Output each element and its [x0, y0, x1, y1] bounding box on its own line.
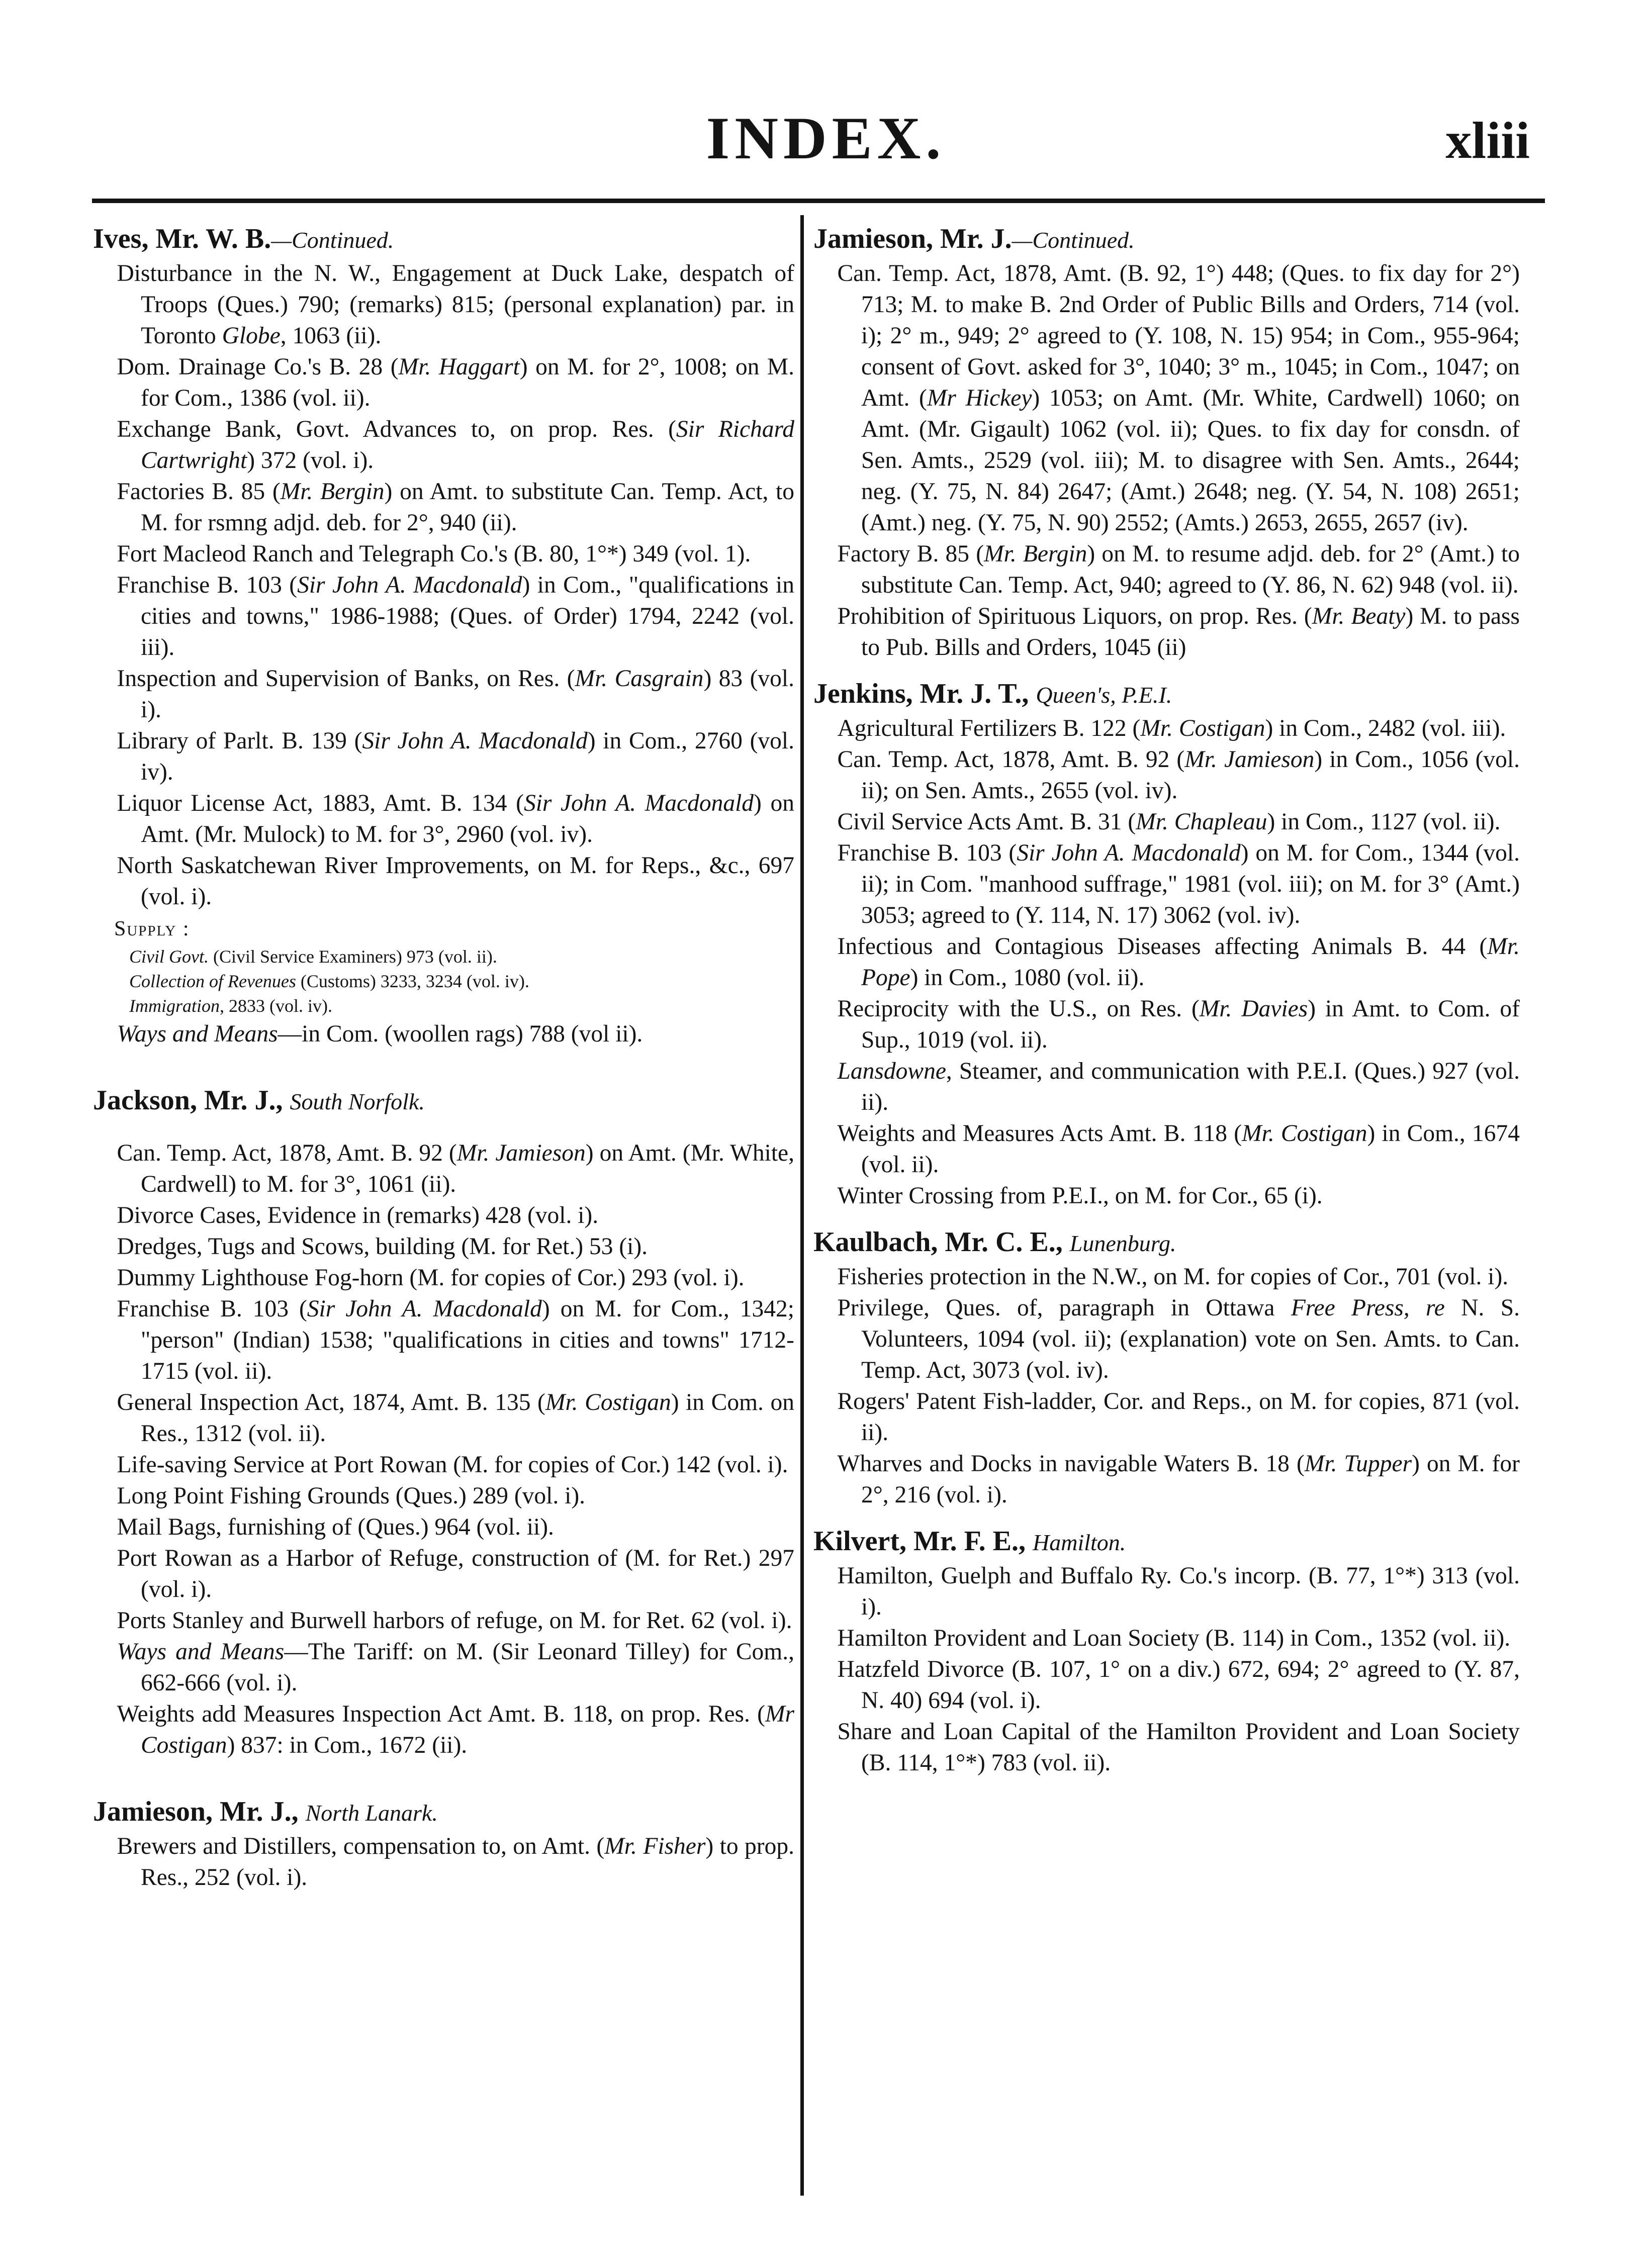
index-entry: Wharves and Docks in navigable Waters B. 18 (Mr. Tupper) on M. for 2°, 216 (vol. i).	[837, 1451, 1520, 1508]
index-entry: Weights and Measures Acts Amt. B. 118 (Mr. Costigan) in Com., 1674 (vol. ii).	[837, 1120, 1520, 1178]
index-entry: Franchise B. 103 (Sir John A. Macdonald) on M. for Com., 1342; "person" (Indian) 1538; "qualifications in cities and towns" 1712-1715 (vol. ii).	[117, 1296, 794, 1384]
index-entry: Disturbance in the N. W., Engagement at Duck Lake, despatch of Troops (Ques.) 790; (remarks) 815; (personal explanation) par. in Toronto Globe, 1063 (ii).	[117, 260, 794, 349]
right-column	[813, 221, 1520, 1778]
index-entry: Factory B. 85 (Mr. Bergin) on M. to resume adjd. deb. for 2° (Amt.) to substitute Can. Temp. Act, 940; agreed to (Y. 86, N. 62) 948 (vol. ii).	[837, 541, 1520, 598]
index-entry: Ways and Means—in Com. (woollen rags) 788 (vol ii).	[117, 1021, 643, 1047]
index-entry: Privilege, Ques. of, paragraph in Ottawa Free Press, re N. S. Volunteers, 1094 (vol. ii); (explanation) vote on Sen. Amts. to Can. Temp. Act, 3073 (vol. iv).	[837, 1295, 1520, 1383]
index-entry: Liquor License Act, 1883, Amt. B. 134 (Sir John A. Macdonald) on Amt. (Mr. Mulock) to M. for 3°, 2960 (vol. iv).	[117, 790, 794, 847]
index-entry: Dummy Lighthouse Fog-horn (M. for copies of Cor.) 293 (vol. i).	[117, 1265, 745, 1291]
index-entry: Share and Loan Capital of the Hamilton Provident and Loan Society (B. 114, 1°*) 783 (vol. ii).	[837, 1719, 1520, 1776]
index-entry: Divorce Cases, Evidence in (remarks) 428 (vol. i).	[117, 1202, 599, 1228]
index-entry: Library of Parlt. B. 139 (Sir John A. Macdonald) in Com., 2760 (vol. iv).	[117, 728, 794, 785]
index-entry: Life-saving Service at Port Rowan (M. for copies of Cor.) 142 (vol. i).	[117, 1452, 788, 1478]
index-entry: Factories B. 85 (Mr. Bergin) on Amt. to substitute Can. Temp. Act, to M. for rsmng adjd. deb. for 2°, 940 (ii).	[117, 479, 794, 536]
left-column	[93, 221, 794, 1893]
entry-list-jamieson-continued	[813, 258, 1520, 663]
entry-heading-jenkins: Jenkins, Mr. J. T., Queen's, P.E.I.	[813, 678, 1172, 709]
index-entry: Ports Stanley and Burwell harbors of refuge, on M. for Ret. 62 (vol. i).	[117, 1608, 792, 1634]
index-entry: Reciprocity with the U.S., on Res. (Mr. Davies) in Amt. to Com. of Sup., 1019 (vol. ii).	[837, 996, 1520, 1053]
index-entry: Can. Temp. Act, 1878, Amt. (B. 92, 1°) 448; (Ques. to fix day for 2°) 713; M. to make B. 2nd Order of Public Bills and Orders, 714 (vol. i); 2° m., 949; 2° agreed to (Y. 108, N. 15) 954; in Com., 955-964; consent of Govt. asked for 3°, 1040; 3° m., 1045; in Com., 1047; on Amt. (Mr Hickey) 1053; on Amt. (Mr. White, Cardwell) 1060; on Amt. (Mr. Gigault) 1062 (vol. ii); Ques. to fix day for consdn. of Sen. Amts., 2529 (vol. iii); M. to disagree with Sen. Amts., 2644; neg. (Y. 75, N. 84) 2647; (Amt.) 2648; neg. (Y. 54, N. 108) 2651; (Amt.) neg. (Y. 75, N. 90) 2552; (Amts.) 2653, 2655, 2657 (iv).	[837, 260, 1520, 536]
index-entry: Franchise B. 103 (Sir John A. Macdonald) on M. for Com., 1344 (vol. ii); in Com. "manhood suffrage," 1981 (vol. iii); on M. for 3° (Amt.) 3053; agreed to (Y. 114, N. 17) 3062 (vol. iv).	[837, 840, 1520, 928]
index-entry: Exchange Bank, Govt. Advances to, on prop. Res. (Sir Richard Cartwright) 372 (vol. i).	[117, 416, 794, 474]
entry-list-ives	[93, 258, 794, 1050]
supply-label: Supply :	[114, 917, 190, 940]
entry-heading-kilvert: Kilvert, Mr. F. E., Hamilton.	[813, 1526, 1126, 1557]
index-entry: Fort Macleod Ranch and Telegraph Co.'s (B. 80, 1°*) 349 (vol. 1).	[117, 541, 751, 567]
index-entry: Ways and Means—The Tariff: on M. (Sir Leonard Tilley) for Com., 662-666 (vol. i).	[117, 1639, 794, 1696]
index-entry: Rogers' Patent Fish-ladder, Cor. and Reps., on M. for copies, 871 (vol. ii).	[837, 1388, 1520, 1446]
page-title: INDEX.	[706, 105, 946, 171]
index-entry: Hamilton Provident and Loan Society (B. 114) in Com., 1352 (vol. ii).	[837, 1625, 1511, 1651]
supply-item: Immigration, 2833 (vol. iv).	[129, 996, 332, 1016]
index-entry: Inspection and Supervision of Banks, on Res. (Mr. Casgrain) 83 (vol. i).	[117, 666, 794, 723]
index-entry: Infectious and Contagious Diseases affecting Animals B. 44 (Mr. Pope) in Com., 1080 (vol. ii).	[837, 933, 1520, 991]
index-entry: Winter Crossing from P.E.I., on M. for Cor., 65 (i).	[837, 1183, 1323, 1209]
index-entry: Brewers and Distillers, compensation to, on Amt. (Mr. Fisher) to prop. Res., 252 (vol. i).	[117, 1833, 794, 1891]
index-entry: Weights add Measures Inspection Act Amt. B. 118, on prop. Res. (Mr Costigan) 837: in Com., 1672 (ii).	[117, 1701, 794, 1758]
index-entry: Prohibition of Spirituous Liquors, on prop. Res. (Mr. Beaty) M. to pass to Pub. Bills and Orders, 1045 (ii)	[837, 603, 1520, 660]
index-entry: Can. Temp. Act, 1878, Amt. B. 92 (Mr. Jamieson) in Com., 1056 (vol. ii); on Sen. Amts., 2655 (vol. iv).	[837, 746, 1520, 804]
entry-heading-kaulbach: Kaulbach, Mr. C. E., Lunenburg.	[813, 1226, 1176, 1258]
index-entry: Civil Service Acts Amt. B. 31 (Mr. Chapleau) in Com., 1127 (vol. ii).	[837, 809, 1501, 835]
header-rule	[92, 199, 1545, 203]
index-entry: Port Rowan as a Harbor of Refuge, construction of (M. for Ret.) 297 (vol. i).	[117, 1545, 794, 1602]
index-entry: Long Point Fishing Grounds (Ques.) 289 (vol. i).	[117, 1483, 586, 1509]
supply-item: Collection of Revenues (Customs) 3233, 3234 (vol. iv).	[129, 971, 529, 991]
supply-item: Civil Govt. (Civil Service Examiners) 973 (vol. ii).	[129, 947, 497, 967]
index-entry: Franchise B. 103 (Sir John A. Macdonald) in Com., "qualifications in cities and towns," 1986-1988; (Ques. of Order) 1794, 2242 (vol. iii).	[117, 572, 794, 660]
index-entry: Hatzfeld Divorce (B. 107, 1° on a div.) 672, 694; 2° agreed to (Y. 87, N. 40) 694 (vol. i).	[837, 1656, 1520, 1714]
index-entry: General Inspection Act, 1874, Amt. B. 135 (Mr. Costigan) in Com. on Res., 1312 (vol. ii).	[117, 1389, 794, 1447]
entry-heading-ives: Ives, Mr. W. B.—Continued.	[93, 223, 394, 254]
entry-heading-jamieson-continued: Jamieson, Mr. J.—Continued.	[813, 223, 1135, 254]
entry-list-kaulbach	[813, 1261, 1520, 1510]
entry-list-kilvert	[813, 1560, 1520, 1778]
entry-list-jenkins	[813, 713, 1520, 1211]
page-number: xliii	[1445, 112, 1530, 169]
index-entry: Dredges, Tugs and Scows, building (M. for Ret.) 53 (i).	[117, 1234, 648, 1260]
index-entry: Dom. Drainage Co.'s B. 28 (Mr. Haggart) on M. for 2°, 1008; on M. for Com., 1386 (vol. ii).	[117, 354, 795, 411]
entry-heading-jackson: Jackson, Mr. J., South Norfolk.	[93, 1085, 425, 1116]
column-divider	[800, 215, 804, 2196]
index-entry: Lansdowne, Steamer, and communication with P.E.I. (Ques.) 927 (vol. ii).	[837, 1058, 1520, 1115]
entry-list-jackson	[93, 1138, 794, 1761]
entry-heading-jamieson: Jamieson, Mr. J., North Lanark.	[93, 1796, 438, 1827]
index-entry: North Saskatchewan River Improvements, on M. for Reps., &c., 697 (vol. i).	[117, 853, 794, 910]
index-entry: Agricultural Fertilizers B. 122 (Mr. Costigan) in Com., 2482 (vol. iii).	[837, 715, 1506, 741]
index-entry: Can. Temp. Act, 1878, Amt. B. 92 (Mr. Jamieson) on Amt. (Mr. White, Cardwell) to M. for 3°, 1061 (ii).	[117, 1140, 794, 1197]
index-entry: Hamilton, Guelph and Buffalo Ry. Co.'s incorp. (B. 77, 1°*) 313 (vol. i).	[837, 1563, 1520, 1620]
index-entry: Mail Bags, furnishing of (Ques.) 964 (vol. ii).	[117, 1514, 554, 1540]
index-entry: Fisheries protection in the N.W., on M. for copies of Cor., 701 (vol. i).	[837, 1264, 1509, 1290]
entry-list-jamieson	[93, 1831, 794, 1893]
